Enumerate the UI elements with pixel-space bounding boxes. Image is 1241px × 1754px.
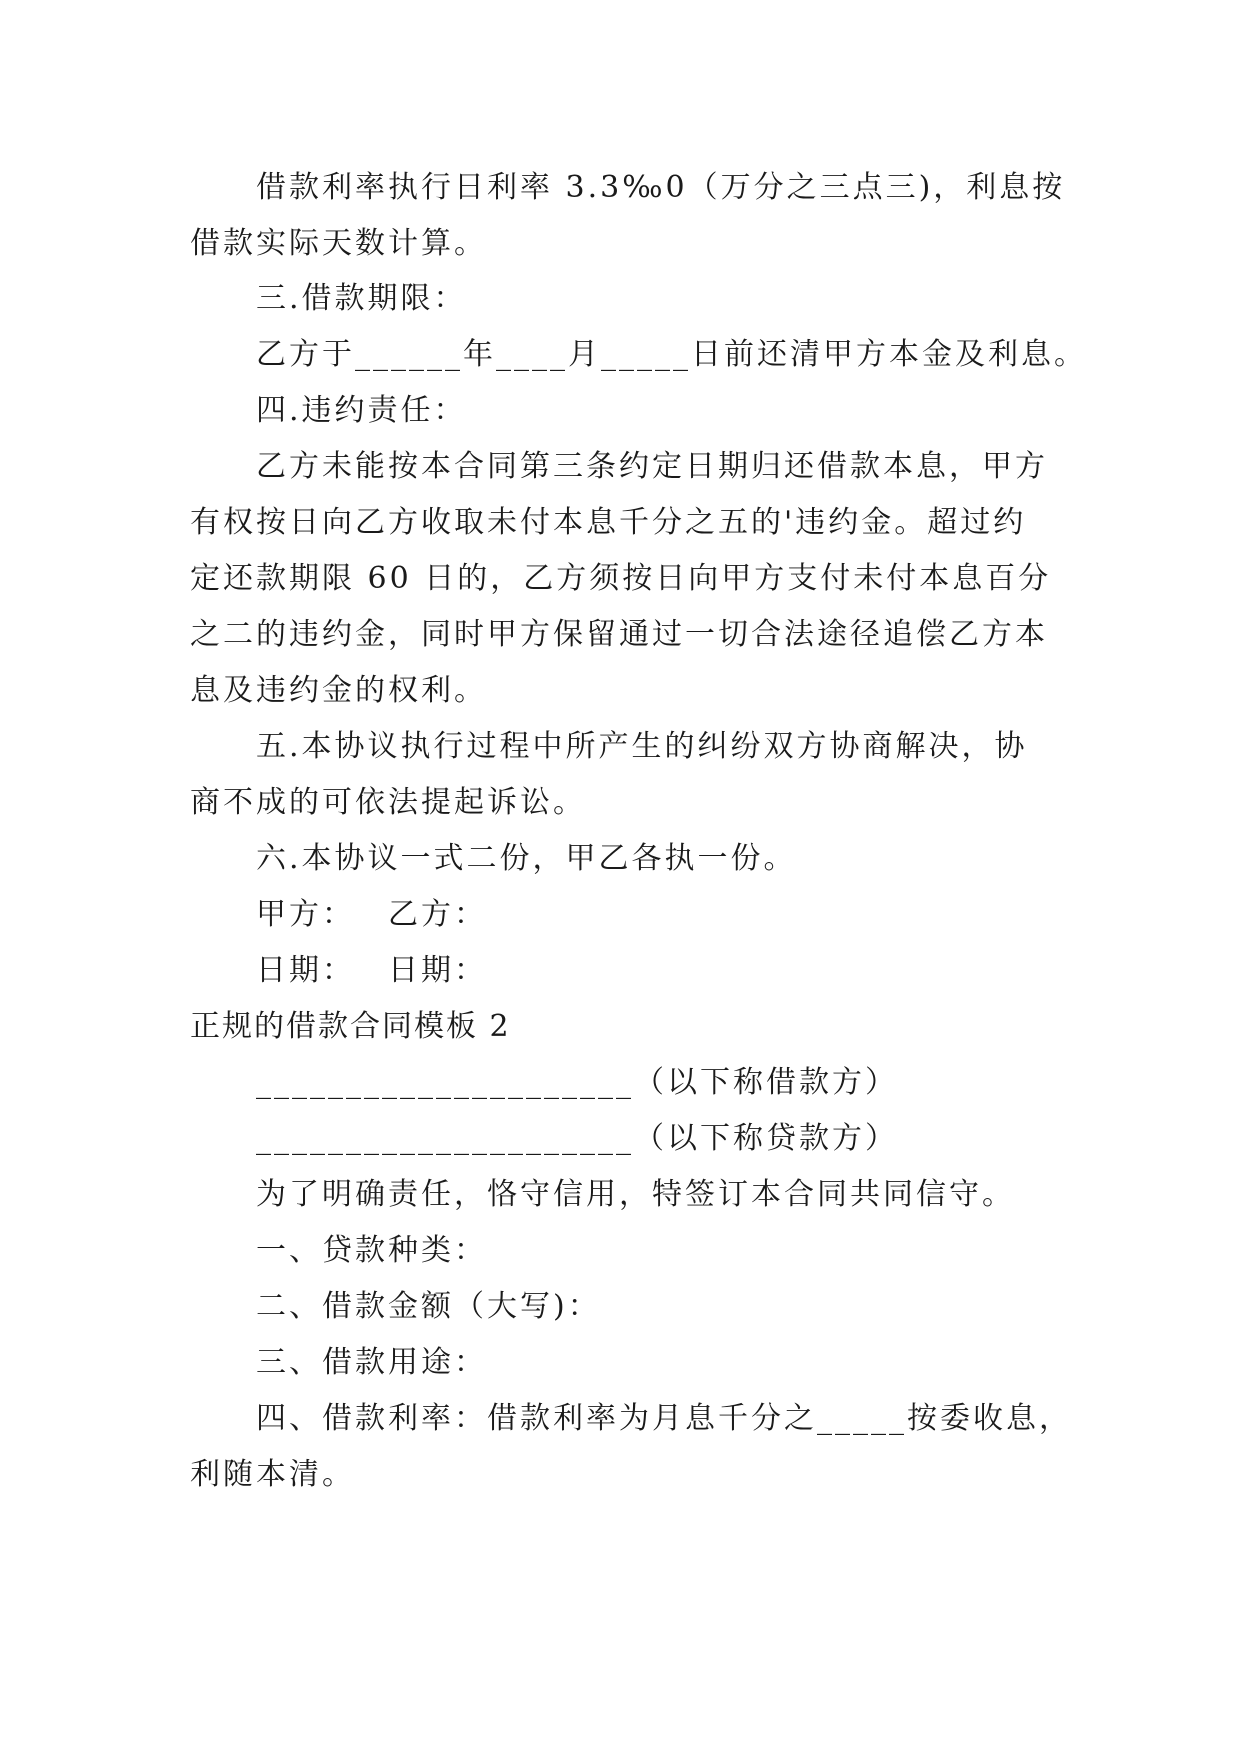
copies-line: 六.本协议一式二份，甲乙各执一份。: [256, 841, 797, 876]
section-title-template-2: 正规的借款合同模板 2: [190, 1009, 511, 1044]
dispute-line-1: 五.本协议执行过程中所产生的纠纷双方协商解决，协: [256, 729, 1028, 764]
party-b-label: 乙方：: [388, 897, 487, 932]
interest-rate-line-1: 借款利率执行日利率 3.3‰0（万分之三点三)，利息按: [256, 170, 1066, 205]
breach-line-3: 定还款期限 60 日的，乙方须按日向甲方支付未付本息百分: [190, 561, 1052, 596]
date-b-label: 日期：: [388, 953, 487, 988]
clause-4-interest-line-2: 利随本清。: [190, 1457, 355, 1492]
section-4-heading: 四.违约责任：: [256, 393, 467, 428]
section-3-heading: 三.借款期限：: [256, 281, 467, 316]
party-a-label: 甲方：: [256, 897, 355, 932]
clause-3-loan-purpose: 三、借款用途：: [256, 1345, 487, 1380]
clause-4-interest-line-1: 四、借款利率：借款利率为月息千分之_____按委收息，: [256, 1401, 1072, 1436]
breach-line-1: 乙方未能按本合同第三条约定日期归还借款本息，甲方: [256, 449, 1048, 484]
breach-line-4: 之二的违约金，同时甲方保留通过一切合法途径追偿乙方本: [190, 617, 1048, 652]
clause-1-loan-type: 一、贷款种类：: [256, 1233, 487, 1268]
breach-line-2: 有权按日向乙方收取未付本息千分之五的'违约金。超过约: [190, 505, 1027, 540]
repayment-date-line: 乙方于______年____月_____日前还清甲方本金及利息。: [256, 337, 1087, 372]
intro-line: 为了明确责任，恪守信用，特签订本合同共同信守。: [256, 1177, 1015, 1212]
lender-line: _____________________（以下称贷款方）: [256, 1121, 898, 1156]
borrower-line: _____________________（以下称借款方）: [256, 1065, 898, 1100]
dispute-line-2: 商不成的可依法提起诉讼。: [190, 785, 586, 820]
clause-2-loan-amount: 二、借款金额（大写)：: [256, 1289, 601, 1324]
interest-rate-line-2: 借款实际天数计算。: [190, 226, 487, 261]
date-a-label: 日期：: [256, 953, 355, 988]
breach-line-5: 息及违约金的权利。: [190, 673, 487, 708]
